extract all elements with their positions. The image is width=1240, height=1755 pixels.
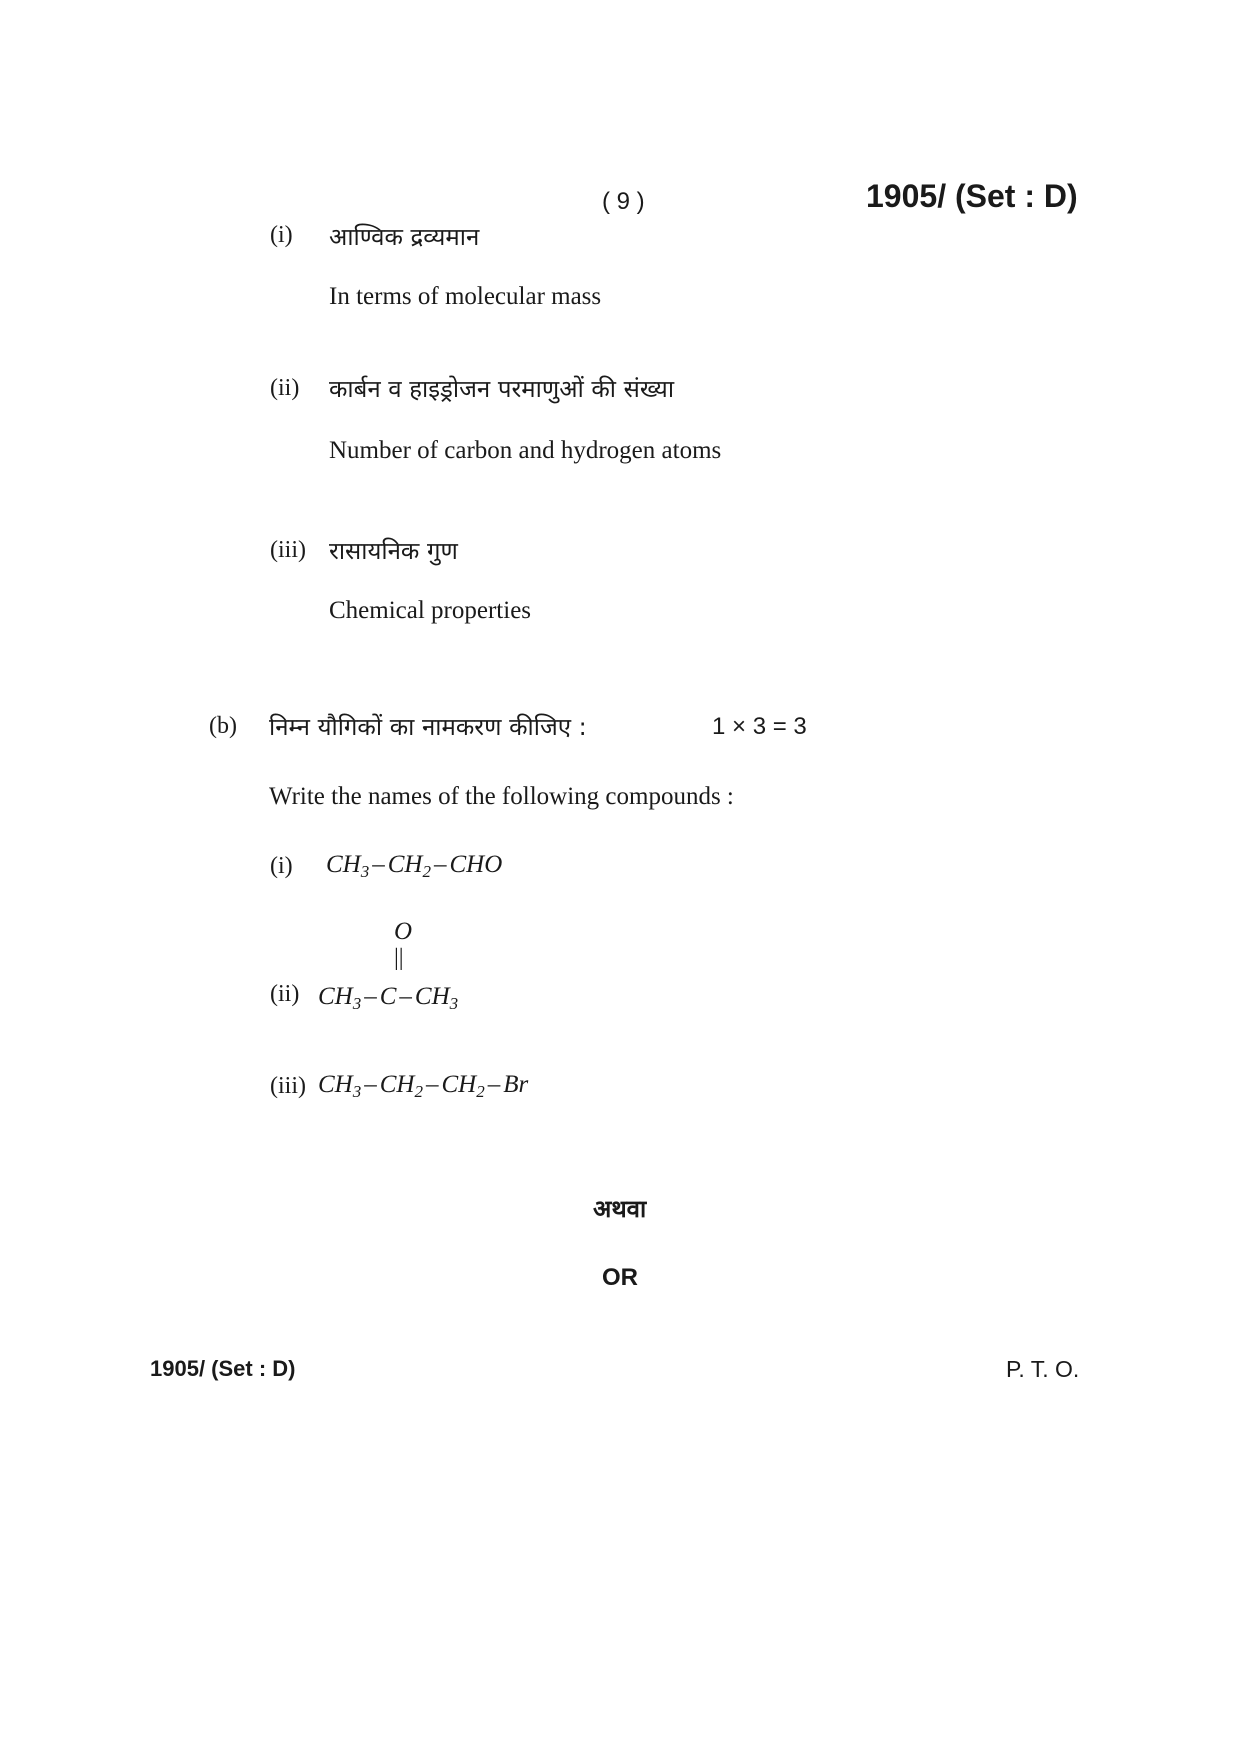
item-ii-number: (ii) — [270, 375, 300, 401]
compound-i-formula: $CH_3 - CH_2$ – CHO — [326, 851, 503, 881]
part-b-marks: 1 × 3 = 3 — [712, 713, 807, 740]
item-iii-hindi: रासायनिक गुण — [329, 537, 458, 565]
part-b-label: (b) — [209, 713, 237, 739]
compound-ii-double-bond: || — [394, 945, 404, 971]
item-ii-hindi: कार्बन व हाइड्रोजन परमाणुओं की संख्या — [329, 375, 675, 403]
item-i-hindi: आण्विक द्रव्यमान — [329, 223, 480, 251]
page-number: ( 9 ) — [602, 188, 645, 215]
or-hindi: अथवा — [593, 1195, 647, 1223]
compound-ii-oxygen: O — [394, 918, 413, 945]
paper-code-header: 1905/ (Set : D) — [866, 178, 1078, 214]
pto-label: P. T. O. — [1006, 1356, 1080, 1382]
compound-iii-formula: $CH_3 - CH_2 - CH_2$ – Br — [318, 1071, 529, 1101]
item-iii-number: (iii) — [270, 537, 306, 563]
compound-ii-formula: $CH_3$ – C – $CH_3$ — [318, 983, 459, 1013]
compound-iii-number: (iii) — [270, 1073, 306, 1099]
paper-code-footer: 1905/ (Set : D) — [150, 1356, 296, 1381]
part-b-english: Write the names of the following compounds : — [269, 783, 734, 810]
item-i-english: In terms of molecular mass — [329, 283, 602, 310]
compound-i-number: (i) — [270, 853, 293, 879]
item-iii-english: Chemical properties — [329, 597, 532, 624]
or-english: OR — [602, 1264, 638, 1291]
item-ii-english: Number of carbon and hydrogen atoms — [329, 437, 722, 464]
item-i-number: (i) — [270, 222, 293, 248]
part-b-hindi: निम्न यौगिकों का नामकरण कीजिए : — [269, 713, 587, 741]
compound-ii-number: (ii) — [270, 981, 300, 1007]
